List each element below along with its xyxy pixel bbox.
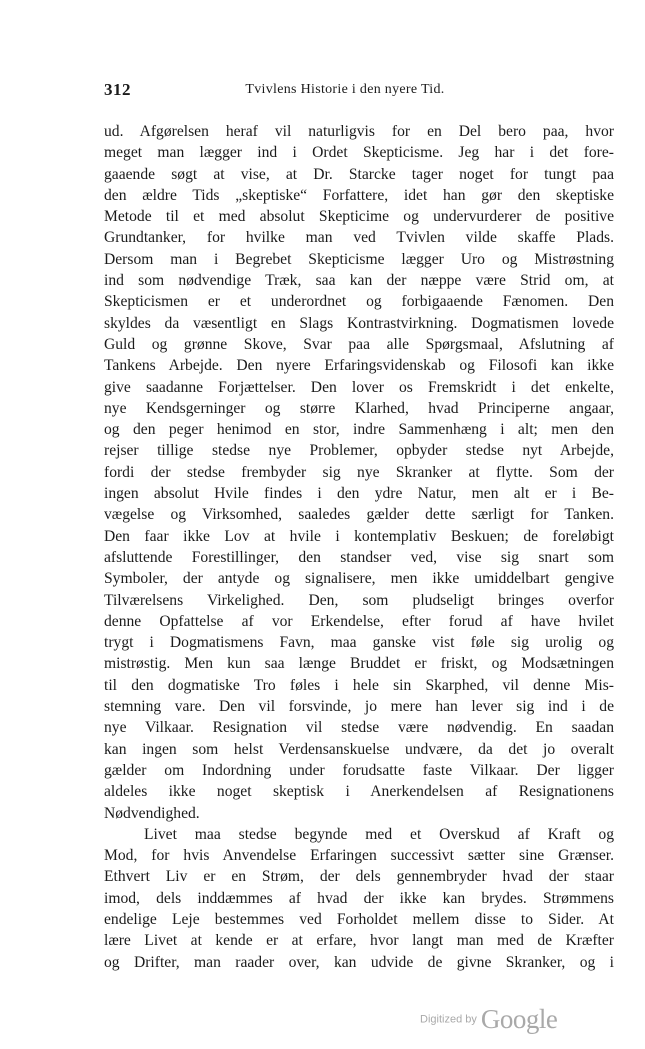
text-line: give saadanne Forjættelser. Den lover os Fremskridt i det enkelte,: [104, 378, 614, 396]
text-line: Skepticismen er et underordnet og forbigaaende Fænomen. Den: [104, 293, 614, 311]
text-line: Tilværelsens Virkelighed. Den, som pludseligt bringes overfor: [104, 591, 614, 609]
text-line: fordi der stedse frembyder sig nye Skranker at flytte. Som der: [104, 463, 614, 481]
text-line: Dersom man i Begrebet Skepticisme lægger Uro og Mistrøstning: [104, 250, 614, 268]
text-line: gaaende søgt at vise, at Dr. Starcke tager noget for tungt paa: [104, 165, 614, 183]
text-line: ingen absolut Hvile findes i den ydre Natur, men alt er i Be-: [104, 485, 614, 503]
text-line: til den dogmatiske Tro føles i hele sin Skarphed, vil denne Mis-: [104, 676, 614, 694]
text-line: Tankens Arbejde. Den nyere Erfaringsvidenskab og Filosofi kan ikke: [104, 357, 614, 375]
text-line: afsluttende Forestillinger, den standser ved, vise sig snart som: [104, 548, 614, 566]
text-line-paragraph-end: Nødvendighed.: [104, 804, 200, 822]
text-line: Symboler, der antyde og signalisere, men ikke umiddelbart gengive: [104, 570, 614, 588]
text-line: meget man lægger ind i Ordet Skepticisme. Jeg har i det fore-: [104, 144, 614, 162]
text-line: lære Livet at kende er at erfare, hvor langt man med de Kræfter: [104, 932, 614, 950]
text-line: rejser tillige stedse nye Problemer, opbyder stedse nyt Arbejde,: [104, 442, 614, 460]
body-text: [104, 121, 614, 973]
text-line: Den faar ikke Lov at hvile i kontemplativ Beskuen; de foreløbigt: [104, 527, 614, 545]
digitized-watermark: [420, 1004, 557, 1035]
text-line: endelige Leje bestemmes ved Forholdet mellem disse to Sider. At: [104, 910, 614, 928]
text-line: mistrøstig. Men kun saa længe Bruddet er friskt, og Modsætningen: [104, 655, 614, 673]
text-line: ind som nødvendige Træk, saa kan der næppe være Strid om, at: [104, 272, 614, 290]
page-header: [104, 80, 530, 102]
text-line-paragraph-start: Livet maa stedse begynde med et Overskud af Kraft og: [144, 825, 614, 843]
google-logo: Google: [480, 1004, 558, 1034]
text-line: gælder om Indordning under forudsatte faste Vilkaar. Der ligger: [104, 761, 614, 779]
text-line: imod, dels inddæmmes af hvad der ikke kan brydes. Strømmens: [104, 889, 614, 907]
text-line: denne Opfattelse af vor Erkendelse, efter forud af have hvilet: [104, 612, 614, 630]
text-line: stemning vare. Den vil forsvinde, jo mere han lever sig ind i de: [104, 698, 614, 716]
text-line: kan ingen som helst Verdensanskuelse undvære, da det jo overalt: [104, 740, 614, 758]
text-line: ud. Afgørelsen heraf vil naturligvis for en Del bero paa, hvor: [104, 123, 614, 140]
page-number: 312: [104, 80, 131, 99]
text-line: Guld og grønne Skove, Svar paa alle Spørgsmaal, Afslutning af: [104, 335, 614, 353]
text-line: nye Vilkaar. Resignation vil stedse være nødvendig. En saadan: [104, 719, 614, 737]
text-line: aldeles ikke noget skeptisk i Anerkendelsen af Resignationens: [104, 783, 614, 801]
text-line: Metode til et med absolut Skepticime og undervurderer de positive: [104, 208, 614, 226]
text-line: Grundtanker, for hvilke man ved Tvivlen vilde skaffe Plads.: [104, 229, 614, 247]
text-line: den ældre Tids „skeptiske“ Forfattere, idet han gør den skeptiske: [104, 186, 614, 204]
text-line: Mod, for hvis Anvendelse Erfaringen successivt sætter sine Grænser.: [104, 847, 614, 865]
text-line: skyldes da væsentligt en Slags Kontrastvirkning. Dogmatismen lovede: [104, 314, 614, 332]
running-title: Tvivlens Historie i den nyere Tid.: [245, 82, 445, 97]
text-line: Ethvert Liv er en Strøm, der dels gennembryder hvad der staar: [104, 868, 614, 886]
watermark-prefix: Digitized by: [420, 1013, 477, 1026]
text-line: vægelse og Virksomhed, saaledes gælder dette særligt for Tanken.: [104, 506, 614, 524]
text-line: trygt i Dogmatismens Favn, maa ganske vist føle sig urolig og: [104, 634, 614, 652]
text-line: og Drifter, man raader over, kan udvide de givne Skranker, og i: [104, 953, 614, 971]
text-line: og den peger henimod en stor, indre Sammenhæng i alt; men den: [104, 421, 614, 439]
text-line: nye Kendsgerninger og større Klarhed, hvad Principerne angaar,: [104, 399, 614, 417]
